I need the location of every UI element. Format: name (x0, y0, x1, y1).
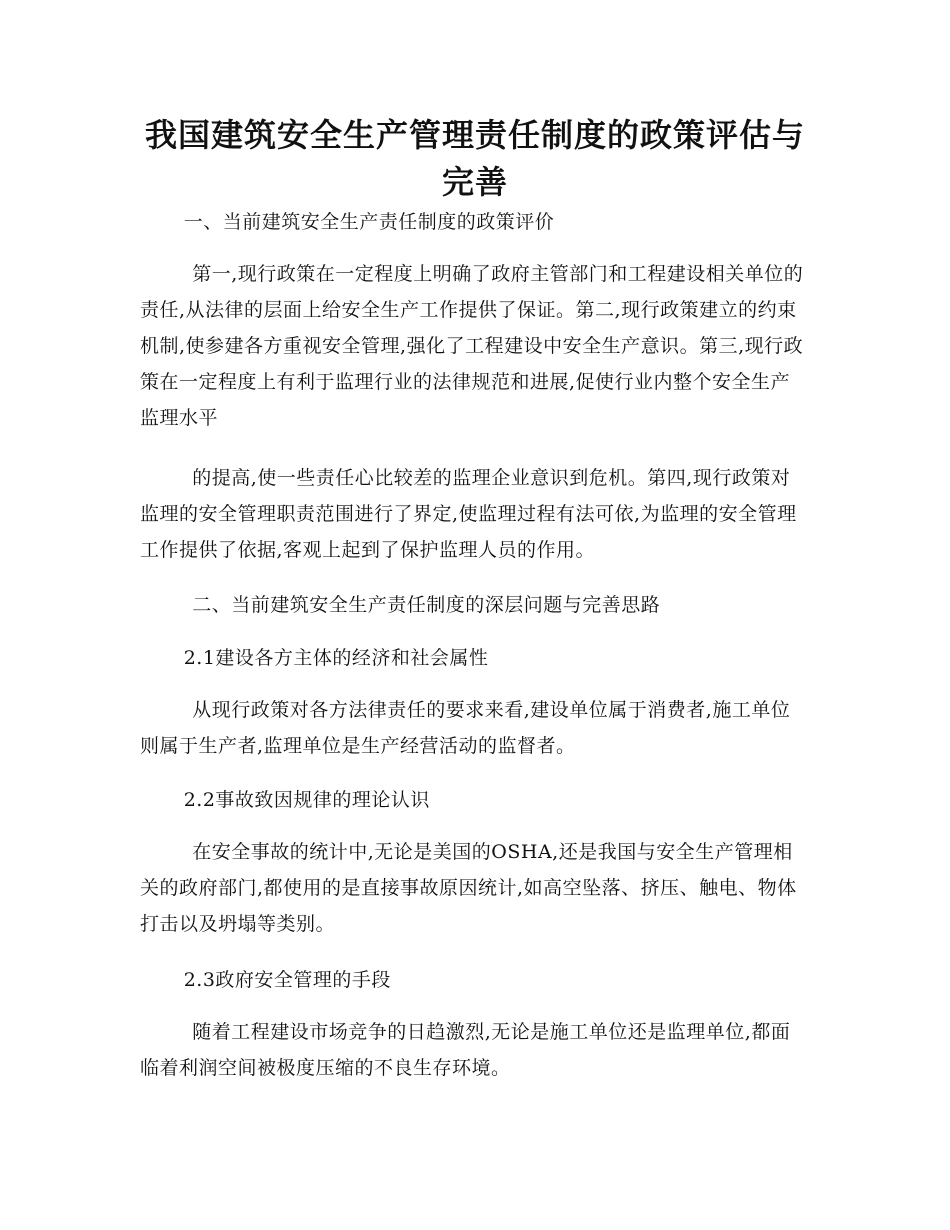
section-heading-2: 二、当前建筑安全生产责任制度的深层问题与完善思路 (192, 594, 661, 616)
paragraph-3: 从现行政策对各方法律责任的要求来看,建设单位属于消费者,施工单位则属于生产者,监理单位是生产经营活动的监督者。 (140, 699, 791, 757)
subsection-heading-2-3: 2.3政府安全管理的手段 (183, 969, 391, 991)
paragraph-1: 第一,现行政策在一定程度上明确了政府主管部门和工程建设相关单位的责任,从法律的层面上给安全生产工作提供了保证。第二,现行政策建立的约束机制,使参建各方重视安全管理,强化了工程建设中安全生产意识。第三,现行政策在一定程度上有利于监理行业的法律规范和进展,促使行业内整个安全生产监理水平 (140, 263, 804, 429)
document-title: 我国建筑安全生产管理责任制度的政策评估与完善 (144, 116, 805, 201)
paragraph-5: 随着工程建设市场竞争的日趋激烈,无论是施工单位还是监理单位,都面临着利润空间被极度压缩的不良生存环境。 (140, 1021, 791, 1079)
subsection-heading-2-2: 2.2事故致因规律的理论认识 (183, 789, 430, 811)
paragraph-2: 的提高,使一些责任心比较差的监理企业意识到危机。第四,现行政策对监理的安全管理职责范围进行了界定,使监理过程有法可依,为监理的安全管理工作提供了依据,客观上起到了保护监理人员的作用。 (140, 467, 797, 561)
section-heading-1: 一、当前建筑安全生产责任制度的政策评价 (183, 211, 555, 233)
subsection-heading-2-1: 2.1建设各方主体的经济和社会属性 (183, 647, 489, 669)
paragraph-4: 在安全事故的统计中,无论是美国的OSHA,还是我国与安全生产管理相关的政府部门,都使用的是直接事故原因统计,如高空坠落、挤压、触电、物体打击以及坍塌等类别。 (140, 841, 797, 935)
